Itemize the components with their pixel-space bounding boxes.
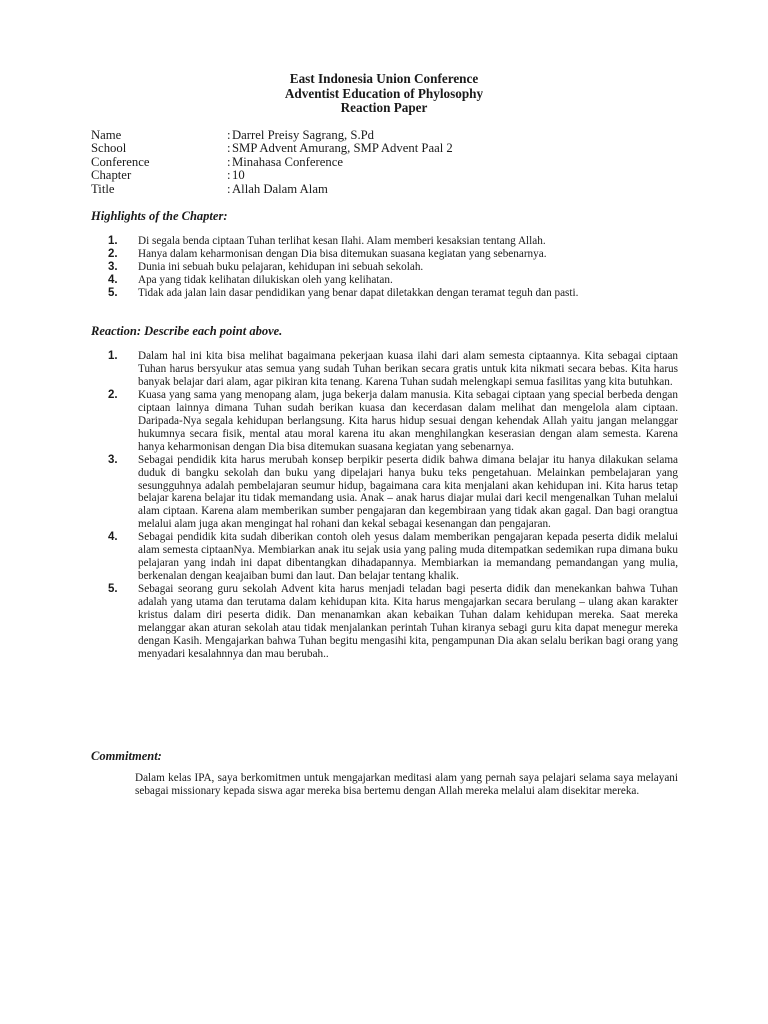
reaction-list bbox=[108, 350, 678, 661]
list-item bbox=[108, 248, 678, 261]
item-number: 3. bbox=[108, 453, 118, 466]
info-row-title bbox=[91, 183, 691, 196]
info-value: 10 bbox=[232, 168, 245, 183]
info-separator: : bbox=[227, 181, 231, 196]
info-separator: : bbox=[227, 141, 231, 156]
list-item bbox=[108, 389, 678, 454]
info-value: SMP Advent Amurang, SMP Advent Paal 2 bbox=[232, 141, 453, 156]
item-text: Di segala benda ciptaan Tuhan terlihat kesan Ilahi. Alam memberi kesaksian tentang Allah. bbox=[138, 235, 546, 247]
title-line-1: East Indonesia Union Conference bbox=[289, 71, 479, 86]
highlights-list bbox=[108, 235, 678, 300]
info-separator: : bbox=[227, 168, 231, 183]
commitment-text: Dalam kelas IPA, saya berkomitmen untuk mengajarkan meditasi alam yang pernah saya pelajari selama saya melayani sebagai missionary kepada siswa agar mereka bisa bertemu dengan Allah mereka melalui alam disekitar mereka. bbox=[135, 772, 678, 797]
info-separator: : bbox=[227, 128, 231, 142]
item-number: 5. bbox=[108, 286, 118, 299]
item-number: 2. bbox=[108, 388, 118, 401]
list-item bbox=[108, 274, 678, 287]
list-item bbox=[108, 261, 678, 274]
info-row-conference bbox=[91, 156, 691, 169]
info-label: Name bbox=[91, 128, 122, 142]
info-label: School bbox=[91, 141, 127, 156]
item-text: Kuasa yang sama yang menopang alam, juga bekerja dalam manusia. Kita sebagai ciptaan yang special berbeda dengan ciptaan lainnya dimana Tuhan sudah berikan kuasa dan kecerdasan dalam melihat dan mengelola alam ciptaan. Daripada-Nya segala kehidupan berlangsung. Kita harus hidup sesuai dengan kehendak Allah yaitu jangan melanggar hukumnya secara fisik, mental atau moral karena itu akan menghilangkan keserasian dengan alam semesta. Karena hanya keharmonisan dengan Dia bisa ditemukan suasana kegiatan yang sebenarnya. bbox=[138, 388, 678, 453]
list-item bbox=[108, 531, 678, 583]
item-number: 4. bbox=[108, 273, 118, 286]
info-row-school bbox=[91, 142, 691, 155]
item-text: Sebagai pendidik kita harus merubah konsep berpikir peserta didik bahwa dimana belajar itu hanya dilakukan selama duduk di bangku sekolah dan buku yang dipelajari hanya buku teks pengetahuan. Melainkan pembelajaran yang sesungguhnya adalah pembelajaran seumur hidup, bagaimana cara kita menjalani akan kehidupan ini. Kita harus tetap belajar karena belajar itu tidak memandang usia. Anak – anak harus diajar mulai dari kecil mengenalkan Tuhan melalui alam ciptaan. Karena alam memberikan sumber pengajaran dan kegembiraan yang tidak akan gagal. Dan bagi orangtua melalui alam juga akan mengingat hal rohani dan kekal sebagai kesenangan dan pengajaran. bbox=[138, 453, 678, 531]
item-number: 2. bbox=[108, 247, 118, 260]
list-item bbox=[108, 350, 678, 389]
title-line-3: Reaction Paper bbox=[340, 100, 428, 115]
item-number: 3. bbox=[108, 260, 118, 273]
info-label: Conference bbox=[91, 154, 150, 169]
item-number: 1. bbox=[108, 235, 118, 247]
info-value: Allah Dalam Alam bbox=[232, 181, 328, 196]
list-item bbox=[108, 583, 678, 661]
reaction-heading: Reaction: Describe each point above. bbox=[91, 324, 283, 338]
item-text: Tidak ada jalan lain dasar pendidikan yang benar dapat diletakkan dengan teramat teguh dan pasti. bbox=[138, 286, 579, 299]
item-text: Sebagai pendidik kita sudah diberikan contoh oleh yesus dalam memberikan pengajaran kepada peserta didik melalui alam semesta ciptaanNya. Membiarkan anak itu sejak usia yang paling muda ditempatkan sedemikan rupa dimana buku pelajaran yang indah ini dapat dibentangkan dihadapannya. Membiarkan ia memandang pemandangan yang mulia, berkenalan dengan keajaiban bumi dan laut. Dan belajar tentang khalik. bbox=[138, 531, 678, 583]
item-text: Hanya dalam keharmonisan dengan Dia bisa ditemukan suasana kegiatan yang sebenarnya. bbox=[138, 247, 547, 260]
info-row-chapter bbox=[91, 169, 691, 182]
item-text: Dunia ini sebuah buku pelajaran, kehidupan ini sebuah sekolah. bbox=[138, 260, 424, 273]
info-block bbox=[91, 129, 691, 196]
item-text: Apa yang tidak kelihatan dilukiskan oleh yang kelihatan. bbox=[138, 273, 393, 286]
list-item bbox=[108, 454, 678, 532]
commitment-heading: Commitment: bbox=[91, 749, 162, 763]
item-number: 1. bbox=[108, 350, 118, 362]
info-value: Darrel Preisy Sagrang, S.Pd bbox=[232, 128, 375, 142]
list-item bbox=[108, 235, 678, 248]
item-number: 5. bbox=[108, 583, 118, 596]
highlights-heading: Highlights of the Chapter: bbox=[91, 209, 228, 223]
item-number: 4. bbox=[108, 531, 118, 544]
title-line-2: Adventist Education of Phylosophy bbox=[284, 85, 484, 101]
document-title bbox=[0, 72, 768, 116]
item-text: Sebagai seorang guru sekolah Advent kita harus menjadi teladan bagi peserta didik dan menekankan bahwa Tuhan adalah yang utama dan terutama dalam kehidupan kita. Kita harus mengajarkan secara berulang – ulang akan karakter kristus dalam diri peserta didik. Dan menanamkan akan kebaikan Tuhan dalam kehidupan mereka. Saat mereka melanggar akan aturan sekolah atau tidak menjalankan perintah Tuhan kiranya sebagi guru kita dapat menegur mereka dengan Kasih. Mengajarkan bahwa Tuhan begitu mengasihi kita, pengampunan Dia akan selalu berikan bagi orang yang menyadari kesalahnnya dan mau berubah.. bbox=[138, 583, 678, 660]
list-item bbox=[108, 287, 678, 300]
info-separator: : bbox=[227, 154, 231, 169]
info-label: Title bbox=[91, 181, 115, 196]
item-text: Dalam hal ini kita bisa melihat bagaimana pekerjaan kuasa ilahi dari alam semesta ciptaannya. Kita sebagai ciptaan Tuhan harus bersyukur atas semua yang sudah Tuhan berikan secara gratis untuk kita nikmati secara bebas. Kita harus banyak belajar dari alam, agar pikiran kita tenang. Karena Tuhan sudah melengkapi semua fasilitas yang kita butuhkan. bbox=[138, 350, 678, 388]
info-row-name bbox=[91, 129, 691, 142]
info-label: Chapter bbox=[91, 168, 132, 183]
info-value: Minahasa Conference bbox=[232, 154, 343, 169]
